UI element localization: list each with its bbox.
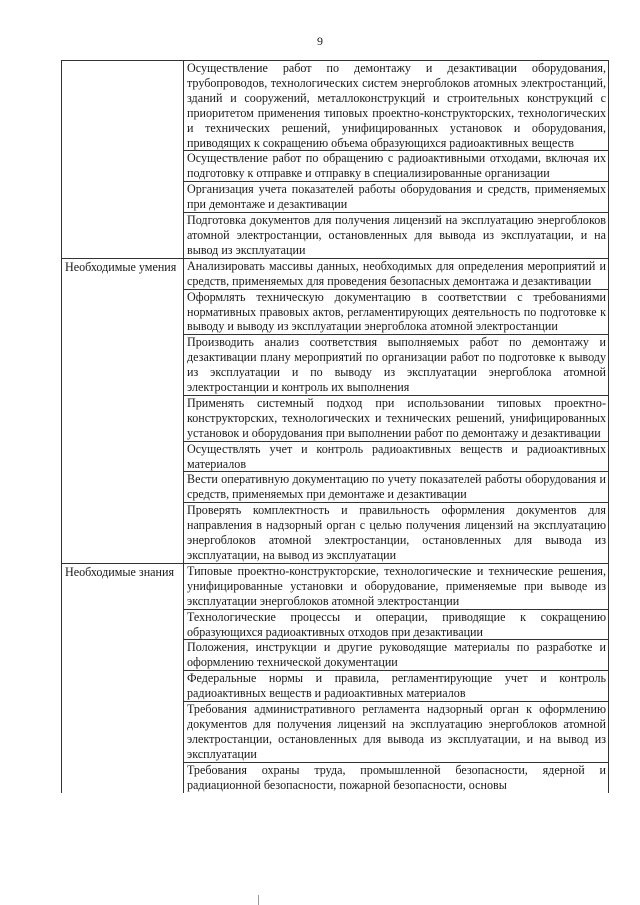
requirement-text: Требования охраны труда, промышленной безопасности, ядерной и радиационной безопасности, пожарной безопасности, основы: [184, 762, 609, 792]
requirement-text: Применять системный подход при использовании типовых проектно-конструкторских, технологических и технических решений, унифицированных установок и оборудования при выполнении работ по демонтажу и дезактивации: [184, 395, 609, 441]
table-row: [62, 503, 609, 564]
requirement-text: Технологические процессы и операции, приводящие к сокращению образующихся радиоактивных отходов при дезактивации: [184, 609, 609, 640]
table-row: [62, 609, 609, 640]
requirement-text: Подготовка документов для получения лицензий на эксплуатацию энергоблоков атомной электростанции, остановленных для вывода из эксплуатации, и на вывод из эксплуатации: [184, 213, 609, 259]
table-row: [62, 335, 609, 396]
section-label: Необходимые умения: [62, 258, 184, 289]
row-label-cell: [62, 335, 184, 396]
row-label-cell: [62, 762, 184, 792]
table-row: [62, 258, 609, 289]
section-label: Необходимые знания: [62, 563, 184, 609]
requirement-text: Производить анализ соответствия выполняемых работ по демонтажу и дезактивации плану мероприятий по организации работ по подготовке к выводу из эксплуатации и по выводу из эксплуатации энергоблока атомной электростанции и контроль их выполнения: [184, 335, 609, 396]
table-row: [62, 441, 609, 472]
row-label-cell: [62, 472, 184, 503]
scan-edge-mark: [258, 895, 259, 905]
row-label-cell: [62, 671, 184, 702]
requirement-text: Федеральные нормы и правила, регламентирующие учет и контроль радиоактивных веществ и радиоактивных материалов: [184, 671, 609, 702]
requirement-text: Осуществление работ по демонтажу и дезактивации оборудования, трубопроводов, технологических систем энергоблоков атомных электростанций, зданий и сооружений, металлоконструкций и строительных конструкций с приоритетом применения типовых проектно-конструкторских, технологических и технических решений, унифицированных установок и оборудования, приводящих к сокращению объема образующихся радиоактивных веществ: [184, 61, 609, 151]
table-row: [62, 702, 609, 763]
table-row: [62, 151, 609, 182]
row-label-cell: [62, 289, 184, 335]
requirement-text: Организация учета показателей работы оборудования и средств, применяемых при демонтаже и дезактивации: [184, 182, 609, 213]
requirement-text: Требования административного регламента надзорный орган к оформлению документов для получения лицензий на эксплуатацию энергоблоков атомной электростанции, остановленных для вывода из эксплуатации, и на вывод из эксплуатации: [184, 702, 609, 763]
row-label-cell: [62, 609, 184, 640]
row-label-cell: [62, 151, 184, 182]
table-row: [62, 640, 609, 671]
row-label-cell: [62, 640, 184, 671]
table-row: [62, 472, 609, 503]
table-row: [62, 289, 609, 335]
row-label-cell: [62, 441, 184, 472]
table-row: [62, 61, 609, 151]
requirement-text: Осуществлять учет и контроль радиоактивных веществ и радиоактивных материалов: [184, 441, 609, 472]
requirement-text: Проверять комплектность и правильность оформления документов для направления в надзорный орган с целью получения лицензий на эксплуатацию энергоблоков атомной электростанции, остановленных для вывода из эксплуатации, на вывод из эксплуатации: [184, 503, 609, 564]
requirement-text: Оформлять техническую документацию в соответствии с требованиями нормативных правовых актов, регламентирующих деятельность по подготовке к выводу и выводу из эксплуатации энергоблока атомной электростанции: [184, 289, 609, 335]
row-label-cell: [62, 395, 184, 441]
table-row: [62, 762, 609, 792]
requirement-text: Типовые проектно-конструкторские, технологические и технические решения, унифицированные установки и оборудование, применяемые при выводе из эксплуатации энергоблоков атомной электростанции: [184, 563, 609, 609]
table-row: [62, 182, 609, 213]
qualification-table: [61, 60, 609, 793]
requirement-text: Осуществление работ по обращению с радиоактивными отходами, включая их подготовку к отправке и отправку в специализированные организации: [184, 151, 609, 182]
requirement-text: Анализировать массивы данных, необходимых для определения мероприятий и средств, применяемых для проведения безопасных демонтажа и дезактивации: [184, 258, 609, 289]
table-row: [62, 395, 609, 441]
table-row: [62, 213, 609, 259]
page-number: 9: [317, 34, 323, 48]
table-row: [62, 671, 609, 702]
requirement-text: Положения, инструкции и другие руководящие материалы по разработке и оформлению технической документации: [184, 640, 609, 671]
qualification-table-body: [62, 61, 609, 793]
row-label-cell: [62, 503, 184, 564]
requirement-text: Вести оперативную документацию по учету показателей работы оборудования и средств, применяемых при демонтаже и дезактивации: [184, 472, 609, 503]
row-label-cell: [62, 182, 184, 213]
row-label-cell: [62, 213, 184, 259]
table-row: [62, 563, 609, 609]
row-label-cell: [62, 702, 184, 763]
row-label-cell: [62, 61, 184, 151]
